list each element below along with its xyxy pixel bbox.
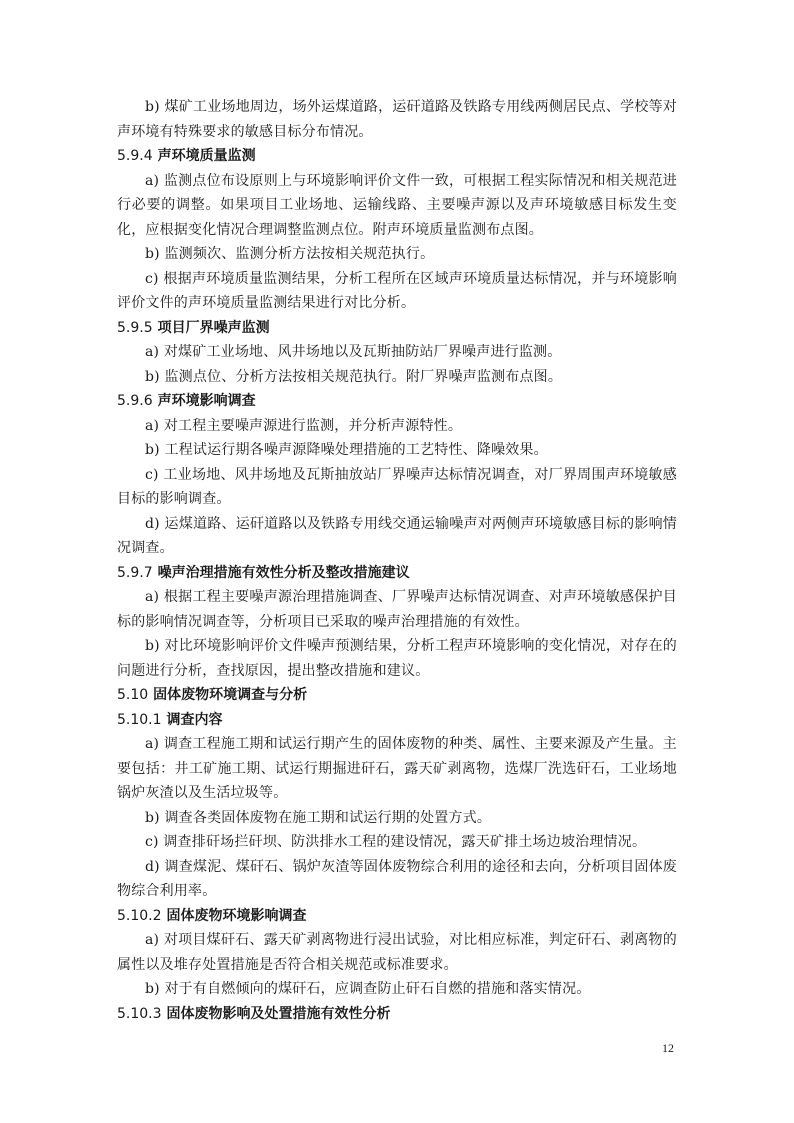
section-heading [117,389,677,414]
section-number: 5.9.5 [117,319,153,336]
paragraph: a) 根据工程主要噪声源治理措施调查、厂界噪声达标情况调查、对声环境敏感保护目标的影响情况调查等，分析项目已采取的噪声治理措施的有效性。 [117,589,677,630]
paragraph: a) 对煤矿工业场地、风井场地以及瓦斯抽防站厂界噪声进行监测。 [145,344,562,360]
paragraph: c) 根据声环境质量监测结果，分析工程所在区域声环境质量达标情况，并与环境影响评价文件的声环境质量监测结果进行对比分析。 [117,270,677,311]
section-number: 5.10 [117,687,149,703]
section-number: 5.10.1 [117,711,162,728]
section-title: 固体废物环境影响调查 [166,907,307,924]
paragraph: c) 工业场地、风井场地及瓦斯抽放站厂界噪声达标情况调查，对厂界周围声环境敏感目标的影响调查。 [117,466,677,507]
paragraph: b) 监测频次、监测分析方法按相关规范执行。 [145,246,435,262]
section-number: 5.10.3 [117,1005,162,1022]
section-number: 5.9.7 [117,564,153,581]
paragraph: a) 调查工程施工期和试运行期产生的固体废物的种类、属性、主要来源及产生量。主要包括：井工矿施工期、试运行期掘进矸石，露天矿剥离物，选煤厂洗选矸石，工业场地锅炉灰渣以及生活垃圾等。 [117,736,677,801]
paragraph: b) 煤矿工业场地周边，场外运煤道路，运矸道路及铁路专用线两侧居民点、学校等对声环境有特殊要求的敏感目标分布情况。 [117,99,677,140]
paragraph: d) 调查煤泥、煤矸石、锅炉灰渣等固体废物综合利用的途径和去向，分析项目固体废物综合利用率。 [117,858,677,899]
paragraph: a) 对项目煤矸石、露天矿剥离物进行浸出试验，对比相应标准，判定矸石、剥离物的属性以及堆存处置措施是否符合相关规范或标准要求。 [117,932,677,973]
paragraph: c) 调查排矸场拦矸坝、防洪排水工程的建设情况，露天矿排土场边坡治理情况。 [145,834,647,850]
section-title: 声环境影响调查 [157,393,256,409]
paragraph: b) 监测点位、分析方法按相关规范执行。附厂界噪声监测布点图。 [145,368,563,385]
section-number: 5.9.6 [117,393,153,409]
paragraph: b) 调查各类固体废物在施工期和试运行期的处置方式。 [145,809,492,826]
paragraph: a) 监测点位布设原则上与环境影响评价文件一致，可根据工程实际情况和相关规范进行必要的调整。如果项目工业场地、运输线路、主要噪声源以及声环境敏感目标发生变化，应根据变化情况合理调整监测点位。附声环境质量监测布点图。 [117,172,677,238]
section-title: 固体废物影响及处置措施有效性分析 [166,1005,391,1022]
section-number: 5.9.4 [117,148,153,164]
section-heading [117,144,677,169]
section-title: 调查内容 [166,711,223,728]
section-heading [117,904,677,929]
section-heading [117,683,677,708]
paragraph: b) 对比环境影响评价文件噪声预测结果，分析工程声环境影响的变化情况，对存在的问题进行分析，查找原因，提出整改措施和建议。 [117,638,677,679]
section-title: 固体废物环境调查与分析 [153,687,308,703]
paragraph: a) 对工程主要噪声源进行监测，并分析声源特性。 [145,417,463,434]
document-body [117,95,677,1026]
section-heading [117,1002,677,1027]
paragraph: d) 运煤道路、运矸道路以及铁路专用线交通运输噪声对两侧声环境敏感目标的影响情况调查。 [117,515,677,556]
section-heading [117,316,677,341]
section-heading [117,561,677,586]
section-title: 项目厂界噪声监测 [157,319,270,336]
paragraph: b) 对于有自燃倾向的煤矸石，应调查防止矸石自燃的措施和落实情况。 [145,981,591,997]
section-number: 5.10.2 [117,907,162,924]
section-heading [117,708,677,733]
section-title: 噪声治理措施有效性分析及整改措施建议 [157,564,410,581]
paragraph: b) 工程试运行期各噪声源降噪处理措施的工艺特性、降噪效果。 [145,442,548,458]
page-number: 12 [662,1041,674,1055]
section-title: 声环境质量监测 [157,148,256,164]
